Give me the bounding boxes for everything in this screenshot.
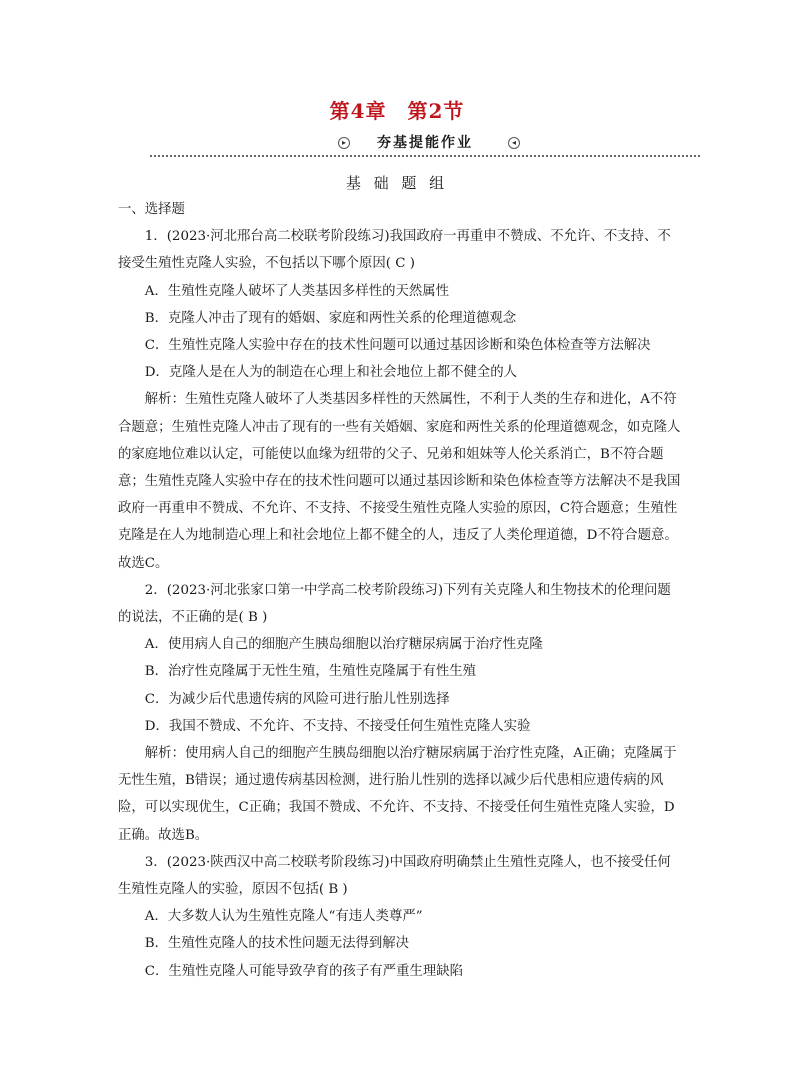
chapter-title: 第4章 第2节 xyxy=(329,99,465,123)
section-banner xyxy=(150,132,700,162)
analysis: 解析：生殖性克隆人破坏了人类基因多样性的天然属性，不利于人类的生存和进化，A不符合题意；生殖性克隆人冲击了现有的一些有关婚姻、家庭和两性关系的伦理道德观念，如克隆人的家庭地位难以认定，可能使以血缘为纽带的父子、兄弟和姐妹等人伦关系消亡，B不符合题意；生殖性克隆人实验中存在的技术性问题可以通过基因诊断和染色体检查等方法解决不是我国政府一再重申不赞成、不允许、不支持、不接受生殖性克隆人实验的原因，C符合题意；生殖性克隆是在人为地制造心理上和社会地位上都不健全的人，违反了人类伦理道德，D不符合题意。故选C。 xyxy=(118,392,681,571)
question-stem: 2．(2023·河北张家口第一中学高二校考阶段练习)下列有关克隆人和生物技术的伦理问题的说法，不正确的是( B ) xyxy=(118,582,671,626)
option-c: C．生殖性克隆人实验中存在的技术性问题可以通过基因诊断和染色体检查等方法解决 xyxy=(144,338,651,354)
option-a: A．大多数人认为生殖性克隆人“有违人类尊严” xyxy=(144,909,423,925)
option-b: B．生殖性克隆人的技术性问题无法得到解决 xyxy=(144,936,410,952)
question-stem: 3．(2023·陕西汉中高二校联考阶段练习)中国政府明确禁止生殖性克隆人，也不接受任何生殖性克隆人的实验，原因不包括( B ) xyxy=(118,854,671,898)
option-b: B．克隆人冲击了现有的婚姻、家庭和两性关系的伦理道德观念 xyxy=(144,310,517,326)
option-d: D．我国不赞成、不允许、不支持、不接受任何生殖性克隆人实验 xyxy=(144,718,531,734)
question-content xyxy=(118,196,682,985)
option-c: C．生殖性克隆人可能导致孕育的孩子有严重生理缺陷 xyxy=(144,963,464,979)
option-b: B．治疗性克隆属于无性生殖，生殖性克隆属于有性生殖 xyxy=(144,664,477,680)
banner-label: 夯基提能作业 xyxy=(377,135,473,151)
question-stem: 1．(2023·河北邢台高二校联考阶段练习)我国政府一再重申不赞成、不允许、不支持、不接受生殖性克隆人实验，不包括以下哪个原因( C ) xyxy=(118,229,671,272)
option-a: A．使用病人自己的细胞产生胰岛细胞以治疗糖尿病属于治疗性克隆 xyxy=(144,637,543,653)
arrow-right-icon: ▸ xyxy=(338,137,350,149)
option-c: C．为减少后代患遗传病的风险可进行胎儿性别选择 xyxy=(144,691,450,707)
section-heading: 一、选择题 xyxy=(118,202,185,217)
arrow-left-icon: ◂ xyxy=(508,137,520,149)
option-d: D．克隆人是在人为的制造在心理上和社会地位上都不健全的人 xyxy=(144,365,518,381)
analysis: 解析：使用病人自己的细胞产生胰岛细胞以治疗糖尿病属于治疗性克隆，A正确；克隆属于无性生殖，B错误；通过遗传病基因检测，进行胎儿性别的选择以减少后代患相应遗传病的风险，可以实现优生，C正确；我国不赞成、不允许、不支持、不接受任何生殖性克隆人实验，D正确。故选B。 xyxy=(118,746,677,843)
group-title: 基 础 题 组 xyxy=(345,174,449,192)
option-a: A．生殖性克隆人破坏了人类基因多样性的天然属性 xyxy=(144,283,450,299)
dotted-divider xyxy=(150,155,700,157)
